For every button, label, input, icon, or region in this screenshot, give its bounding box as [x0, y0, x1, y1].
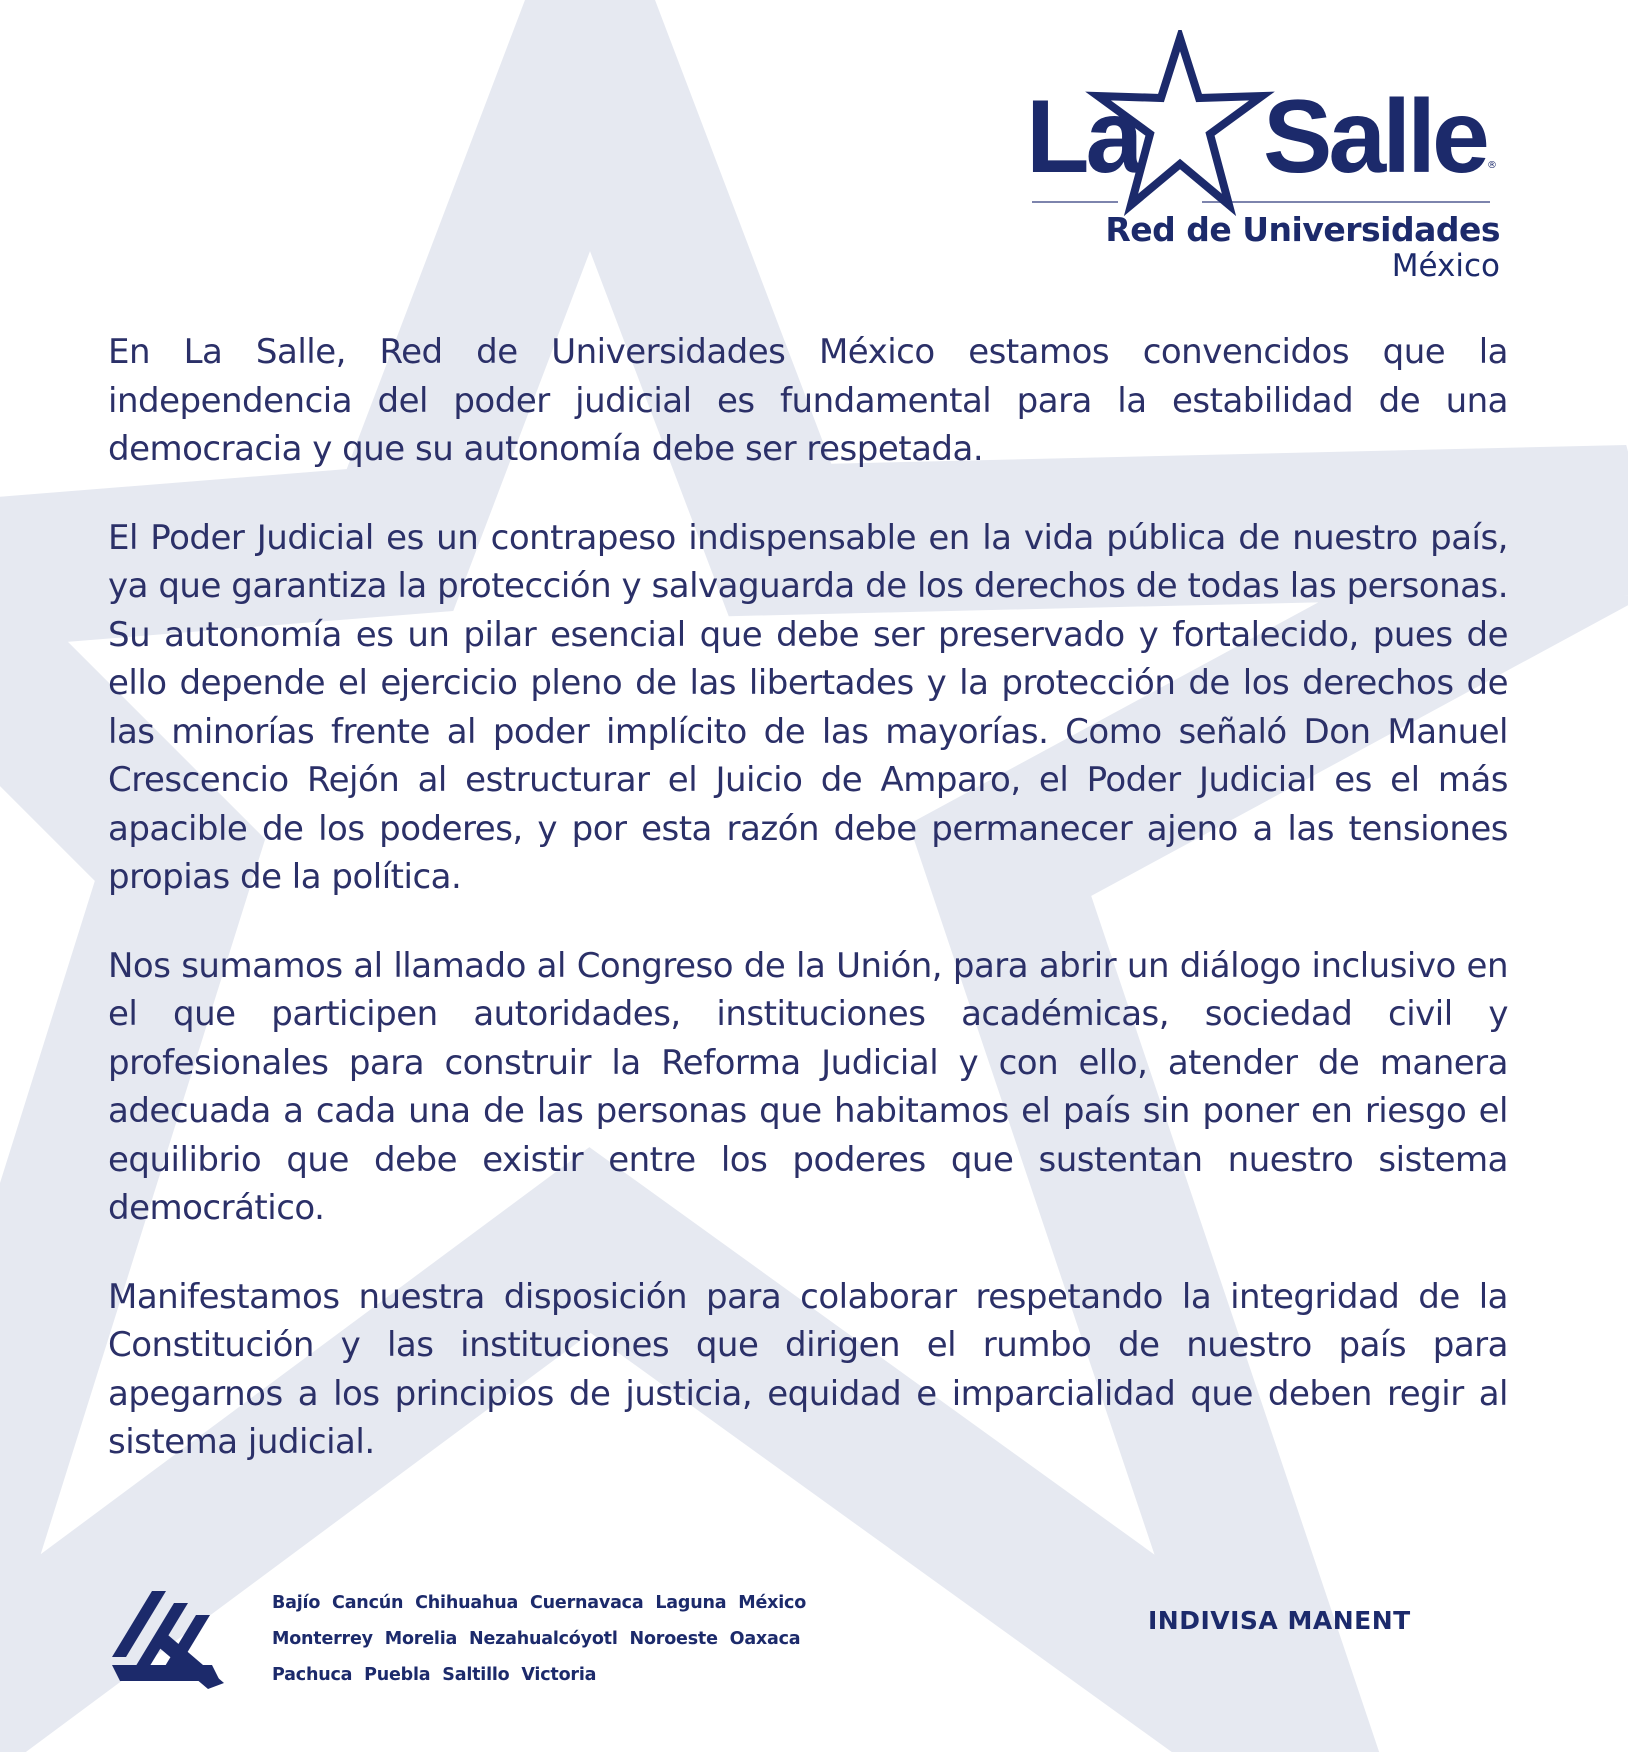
statement-paragraph: En La Salle, Red de Universidades México estamos convencidos que la independencia del poder judicial es fundamental para la estabilidad de una democracia y que su autonomía debe ser respetada.: [108, 332, 1508, 469]
logo-word-salle: Salle: [1263, 79, 1486, 195]
campus-line: Monterrey Morelia Nezahualcóyotl Noroeste Oaxaca: [272, 1629, 801, 1649]
logo-word-la: La: [1026, 79, 1140, 195]
statement-paragraph: Nos sumamos al llamado al Congreso de la Unión, para abrir un diálogo inclusivo en el que participen autoridades, instituciones académicas, sociedad civil y profesionales para construir la Reforma Judicial y con ello, atender de manera adecuada a cada una de las personas que habitamos el país sin poner en riesgo el equilibrio que debe existir entre los poderes que sustentan nuestro sistema democrático.: [108, 945, 1508, 1228]
la-salle-logo: [1020, 30, 1500, 290]
statement-paragraph: Manifestamos nuestra disposición para colaborar respetando la integridad de la Constitución y las instituciones que dirigen el rumbo de nuestro país para apegarnos a los principios de justicia, equidad e imparcialidad que deben regir al sistema judicial.: [108, 1276, 1508, 1462]
logo-subtitle: Red de Universidades: [1105, 210, 1500, 249]
logo-country: México: [1391, 248, 1500, 284]
campus-list: [272, 1585, 807, 1693]
la-salle-emblem-icon: [108, 1585, 228, 1695]
statement-paragraph: El Poder Judicial es un contrapeso indispensable en la vida pública de nuestro país, ya que garantiza la protección y salvaguarda de los derechos de todas las personas. Su autonomía es un pilar esencial que debe ser preservado y fortalecido, pues de ello depende el ejercicio pleno de las libertades y la protección de los derechos de las minorías frente al poder implícito de las mayorías. Como señaló Don Manuel Crescencio Rejón al estructurar el Juicio de Amparo, el Poder Judicial es el más apacible de los poderes, y por esta razón debe permanecer ajeno a las tensiones propias de la política.: [108, 517, 1508, 897]
campus-line: Pachuca Puebla Saltillo Victoria: [272, 1665, 597, 1685]
motto: INDIVISA MANENT: [1148, 1606, 1411, 1635]
registered-mark: ®: [1487, 160, 1497, 171]
campus-line: Bajío Cancún Chihuahua Cuernavaca Laguna México: [272, 1593, 807, 1613]
statement-body: [108, 328, 1508, 1507]
